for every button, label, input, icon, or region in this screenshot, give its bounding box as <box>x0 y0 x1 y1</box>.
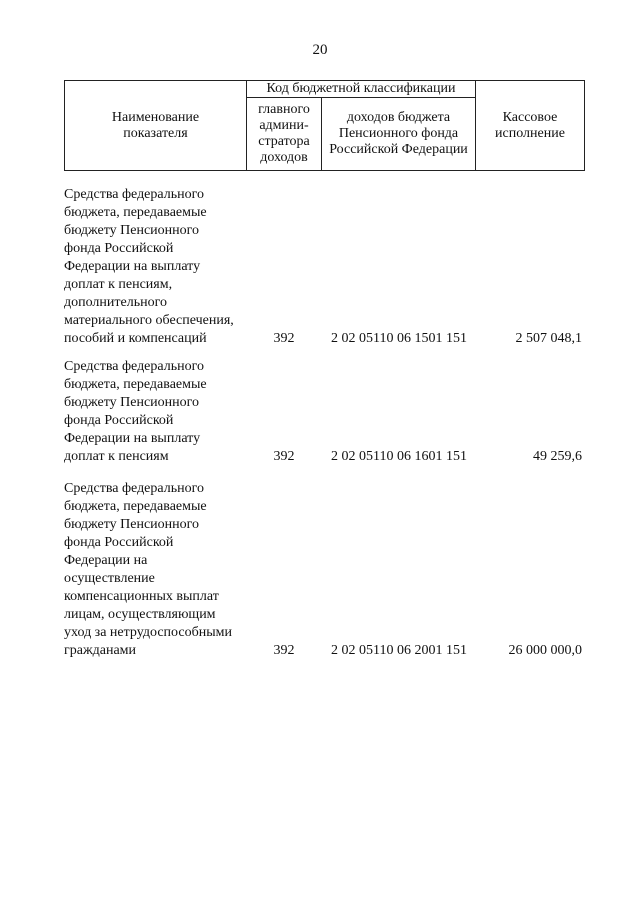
table-row <box>64 186 585 348</box>
header-admin: главного админи- стратора доходов <box>258 102 310 165</box>
table-row <box>64 358 585 466</box>
header-right-border <box>584 80 585 171</box>
row-admin-code: 392 <box>273 331 295 346</box>
row-income-code: 2 02 05110 06 1601 151 <box>331 449 467 464</box>
table-row <box>64 480 585 660</box>
table-header <box>64 80 585 171</box>
row-name: Средства федерального бюджета, передаваемые бюджету Пенсионного фонда Российской Федерации на выплату доплат к пенсиям <box>64 359 207 464</box>
row-amount: 49 259,6 <box>533 449 582 464</box>
row-admin-code: 392 <box>273 449 295 464</box>
row-amount: 2 507 048,1 <box>515 331 582 346</box>
row-income-code: 2 02 05110 06 2001 151 <box>331 643 467 658</box>
page-number: 20 <box>312 42 328 58</box>
row-amount: 26 000 000,0 <box>508 643 582 658</box>
row-income-code: 2 02 05110 06 1501 151 <box>331 331 467 346</box>
header-bottom-border <box>64 170 585 171</box>
row-admin-code: 392 <box>273 643 295 658</box>
header-code-group: Код бюджетной классификации <box>266 81 456 96</box>
header-income: доходов бюджета Пенсионного фонда Российской Федерации <box>329 110 468 157</box>
row-name: Средства федерального бюджета, передаваемые бюджету Пенсионного фонда Российской Федерации на осуществление компенсационных выплат лицам, осуществляющим уход за нетрудоспособными гражданами <box>64 481 232 658</box>
header-amount: Кассовое исполнение <box>495 109 565 141</box>
header-name: Наименование показателя <box>111 109 200 141</box>
row-name: Средства федерального бюджета, передаваемые бюджету Пенсионного фонда Российской Федерации на выплату доплат к пенсиям, дополнительного материального обеспечения, пособий и компенсаций <box>64 187 234 346</box>
